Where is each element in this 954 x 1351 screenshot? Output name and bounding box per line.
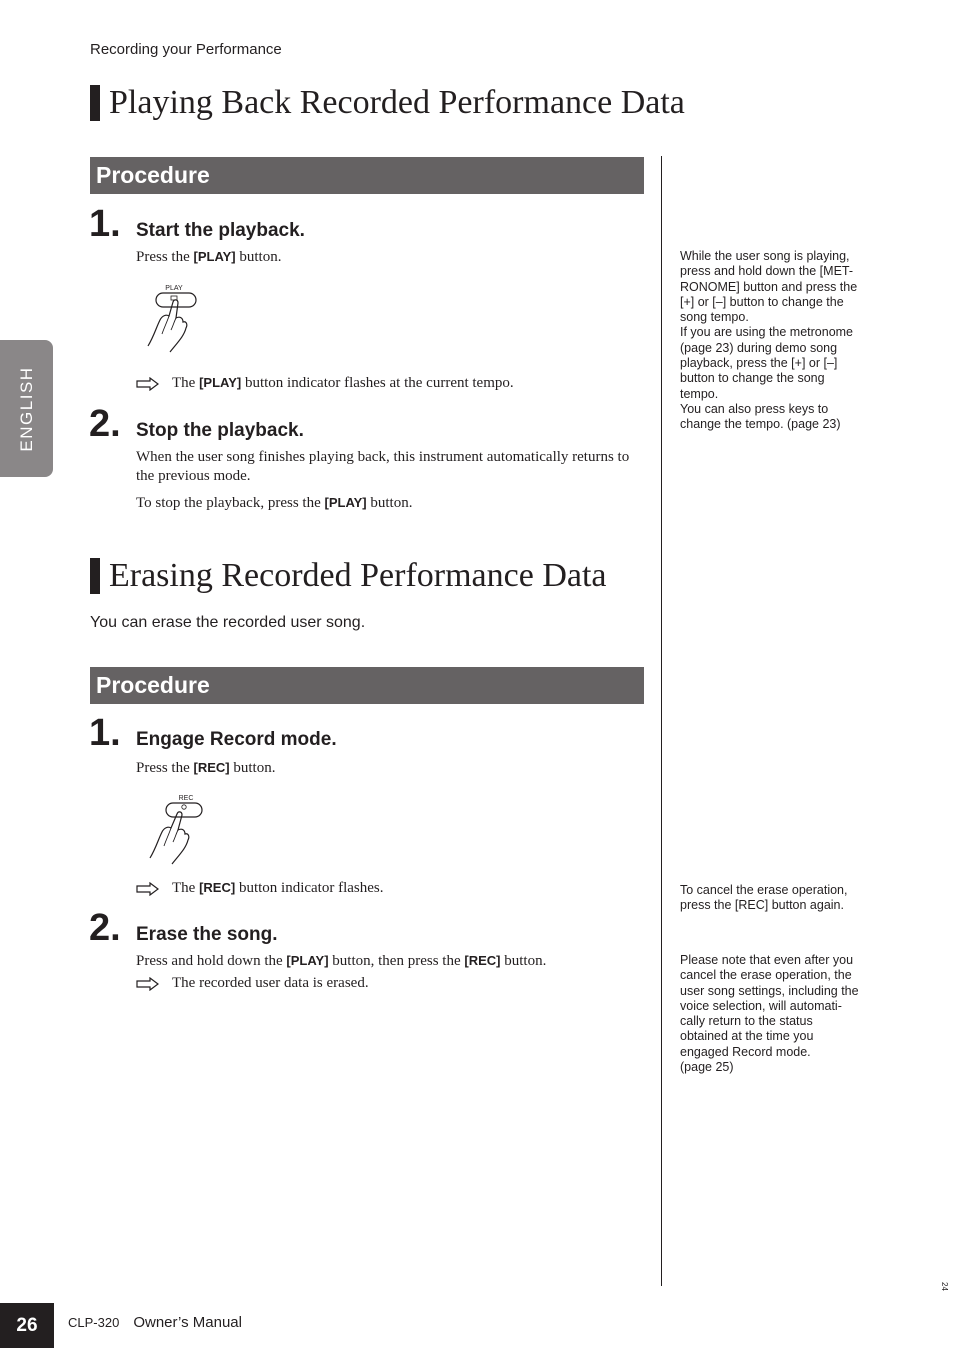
heading-bar <box>90 85 100 121</box>
step-instruction: To stop the playback, press the [PLAY] button. <box>136 495 413 511</box>
step-description: When the user song finishes playing back, this instrument automatically returns to the previous mode. <box>136 449 630 484</box>
step-number: 1. <box>89 203 121 245</box>
sidenote-tempo: While the user song is playing, press and hold down the [MET- RONOME] button and press the [+] or [–] button to change the song tempo. If you are using the metronome (page 23) during demo song playback, press the [+] or [–] button to change the song tempo. You can also press keys to change the tempo. (page 23) <box>680 249 858 432</box>
section-intro: You can erase the recorded user song. <box>90 614 366 631</box>
language-tab <box>0 340 53 477</box>
step-title: Engage Record mode. <box>136 729 337 750</box>
step-number: 2. <box>89 403 121 445</box>
play-button-press-illustration <box>140 282 210 356</box>
footer-title <box>68 1314 242 1331</box>
result-line: The recorded user data is erased. <box>136 975 369 992</box>
step-instruction: Press the [PLAY] button. <box>136 249 282 265</box>
illustration-label: REC <box>178 795 194 802</box>
result-arrow-icon <box>136 882 160 896</box>
sidenote-settings: Please note that even after you cancel the erase operation, the user song settings, including the voice selection, will automati- cally return to the status obtained at the time you engaged Record mode. (page 25) <box>680 953 859 1075</box>
button-reference: [PLAY] <box>193 249 236 264</box>
column-divider <box>661 156 662 1286</box>
running-head: Recording your Performance <box>90 41 282 58</box>
step-title: Erase the song. <box>136 924 278 945</box>
result-line: The [REC] button indicator flashes. <box>136 880 384 897</box>
manual-name: Owner’s Manual <box>133 1314 242 1331</box>
margin-number: 24 <box>939 1282 949 1291</box>
illustration-label: PLAY <box>165 285 183 292</box>
step-number: 2. <box>89 907 121 949</box>
section-heading-erasing <box>90 558 607 594</box>
result-arrow-icon <box>136 977 160 991</box>
result-arrow-icon <box>136 377 160 391</box>
step-number: 1. <box>89 712 121 754</box>
section-heading-playback <box>90 85 685 121</box>
result-line: The [PLAY] button indicator flashes at the current tempo. <box>136 375 514 392</box>
step-title: Stop the playback. <box>136 420 304 441</box>
heading-bar <box>90 558 100 594</box>
page-number: 26 <box>0 1303 54 1348</box>
sidenote-cancel-erase: To cancel the erase operation, press the [REC] button again. <box>680 883 848 913</box>
language-tab-label: ENGLISH <box>16 365 36 452</box>
section-title: Erasing Recorded Performance Data <box>109 557 607 594</box>
step-instruction: Press the [REC] button. <box>136 760 276 776</box>
procedure-banner: Procedure <box>90 667 644 704</box>
procedure-banner: Procedure <box>90 157 644 194</box>
section-title: Playing Back Recorded Performance Data <box>109 84 685 121</box>
model-name: CLP-320 <box>68 1315 120 1330</box>
step-instruction: Press and hold down the [PLAY] button, then press the [REC] button. <box>136 953 547 969</box>
step-title: Start the playback. <box>136 220 305 241</box>
rec-button-press-illustration <box>142 792 212 866</box>
